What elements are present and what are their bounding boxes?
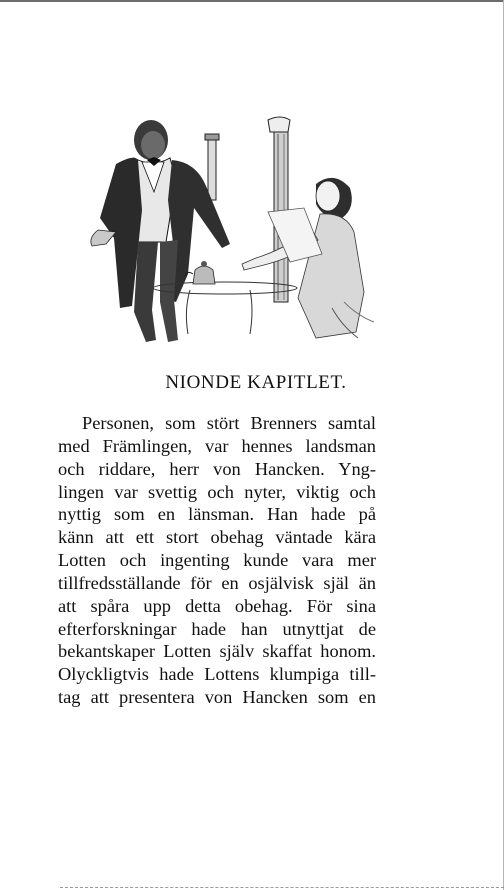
text-line: och riddare, herr von Hancken. Yng- (58, 458, 376, 479)
text-line: tag att presentera von Hancken som en (58, 687, 376, 708)
chapter-title: NIONDE KAPITLET. (165, 372, 347, 393)
text-line: Lotten och ingenting kunde vara mer (58, 550, 376, 571)
chapter-body-text (58, 412, 376, 709)
text-line: Olyckligtvis hade Lottens klumpiga till- (58, 664, 376, 685)
text-line: lingen var svettig och nyter, viktig och (58, 481, 376, 502)
seated-woman (242, 178, 374, 338)
text-line: att spåra upp detta obehag. För sina (58, 595, 376, 616)
text-line: med Främlingen, var hennes landsman (58, 435, 376, 456)
text-line: nyttig som en länsman. Han hade på (58, 504, 376, 525)
text-line: bekantskaper Lotten själv skaffat honom. (58, 641, 376, 662)
chapter-illustration (50, 112, 380, 344)
column-right (268, 117, 290, 302)
page-top-edge (0, 0, 504, 2)
text-line: efterforskningar hade han utnyttjat de (58, 618, 376, 639)
text-line: Personen, som stört Brenners samtal (82, 413, 376, 433)
text-line: känn att ett stort obehag väntade kära (58, 527, 376, 548)
page-bottom-edge (60, 886, 504, 888)
text-line: tillfredsställande för en osjälvisk själ än (58, 572, 376, 593)
